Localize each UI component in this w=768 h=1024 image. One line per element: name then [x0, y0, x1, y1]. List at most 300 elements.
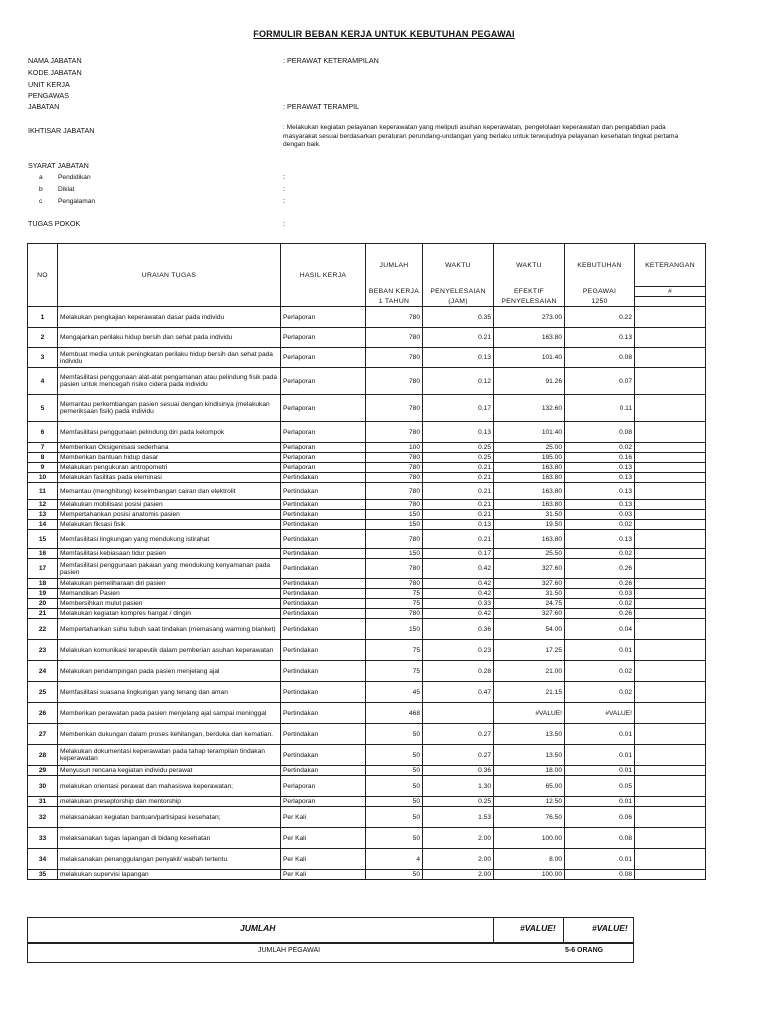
row-uraian: Melakukan mobilisasi posisi pasien [58, 500, 281, 510]
table-row [28, 473, 706, 483]
table-row [28, 766, 706, 776]
header-penyelesaian-2: PENYELESAIAN [494, 297, 565, 307]
jumlah-kebutuhan: #VALUE! [592, 923, 628, 933]
row-hasil: Pertindakan [281, 483, 366, 500]
row-keterangan [635, 640, 706, 661]
header-efektif: EFEKTIF [494, 287, 565, 297]
table-row [28, 530, 706, 549]
row-no: 20 [28, 599, 58, 609]
row-jumlah: 100 [366, 443, 423, 453]
row-keterangan [635, 307, 706, 328]
row-efektif: 21.15 [494, 682, 565, 703]
row-efektif: 101.40 [494, 422, 565, 443]
row-waktu: 0.21 [423, 530, 494, 549]
syarat-diklat-value: : [283, 184, 285, 193]
row-hasil: Perlaporan [281, 368, 366, 395]
row-waktu: 0.21 [423, 500, 494, 510]
row-kebutuhan: 0.01 [565, 766, 635, 776]
row-kebutuhan: 0.26 [565, 579, 635, 589]
row-hasil: Perlaporan [281, 797, 366, 807]
row-hasil: Pertindakan [281, 609, 366, 619]
table-row [28, 559, 706, 579]
row-uraian: melakukan orientasi perawat dan mahasiswa keperawatan; [58, 776, 281, 797]
row-uraian: Memberikan dukungan dalam proses kehilangan, berduka dan kematian. [58, 724, 281, 745]
header-penyelesaian: PENYELESAIAN [423, 287, 494, 297]
row-no: 7 [28, 443, 58, 453]
row-kebutuhan: 0.13 [565, 500, 635, 510]
row-efektif: 327.60 [494, 609, 565, 619]
row-no: 30 [28, 776, 58, 797]
header-waktu-efektif: WAKTU [494, 244, 565, 287]
row-uraian: Melakukan pemeliharaan diri pasien [58, 579, 281, 589]
table-row [28, 500, 706, 510]
row-efektif: 100.00 [494, 870, 565, 880]
row-efektif: 31.50 [494, 510, 565, 520]
table-row [28, 463, 706, 473]
row-efektif: 54.00 [494, 619, 565, 640]
row-efektif: 25.50 [494, 549, 565, 559]
row-uraian: Mempertahankan posisi anatomis pasien [58, 510, 281, 520]
row-no: 2 [28, 328, 58, 348]
table-row [28, 453, 706, 463]
row-keterangan [635, 463, 706, 473]
row-waktu: 0.25 [423, 797, 494, 807]
row-hasil: Pertindakan [281, 579, 366, 589]
row-waktu: 0.47 [423, 682, 494, 703]
row-waktu: 0.13 [423, 422, 494, 443]
row-hasil: Pertindakan [281, 549, 366, 559]
row-hasil: Perlaporan [281, 422, 366, 443]
row-uraian: Memandikan Pasien [58, 589, 281, 599]
row-hasil: Pertindakan [281, 640, 366, 661]
header-pegawai: PEGAWAI [565, 287, 635, 297]
row-waktu: 1.30 [423, 776, 494, 797]
row-kebutuhan: 0.22 [565, 307, 635, 328]
row-kebutuhan: 0.02 [565, 520, 635, 530]
row-jumlah: 780 [366, 463, 423, 473]
row-kebutuhan: 0.01 [565, 745, 635, 766]
row-kebutuhan: 0.02 [565, 549, 635, 559]
row-kebutuhan: 0.13 [565, 328, 635, 348]
row-keterangan [635, 500, 706, 510]
row-uraian: Melakukan kegiatan kompres hangat / dingin [58, 609, 281, 619]
row-jumlah: 780 [366, 307, 423, 328]
row-no: 21 [28, 609, 58, 619]
row-keterangan [635, 828, 706, 849]
row-no: 3 [28, 348, 58, 368]
row-kebutuhan: 0.13 [565, 530, 635, 549]
row-kebutuhan: 0.04 [565, 619, 635, 640]
row-keterangan [635, 797, 706, 807]
row-no: 11 [28, 483, 58, 500]
row-no: 9 [28, 463, 58, 473]
syarat-pendidikan-value: : [283, 172, 285, 181]
row-jumlah: 780 [366, 453, 423, 463]
row-jumlah: 50 [366, 797, 423, 807]
row-no: 22 [28, 619, 58, 640]
row-jumlah: 150 [366, 510, 423, 520]
row-keterangan [635, 619, 706, 640]
header-beban-kerja: BEBAN KERJA [366, 287, 423, 297]
row-jumlah: 50 [366, 870, 423, 880]
row-uraian: Memberikan bantuan hidup dasar [58, 453, 281, 463]
row-uraian: Memfasilitasi penggunaan pelindung diri pada kelompok [58, 422, 281, 443]
row-uraian: Melakukan pengukuran antropometri [58, 463, 281, 473]
row-efektif: #VALUE! [494, 703, 565, 724]
row-efektif: 163.80 [494, 483, 565, 500]
row-waktu: 0.17 [423, 549, 494, 559]
row-efektif: 13.50 [494, 724, 565, 745]
row-uraian: Membersihkan mulut pasien [58, 599, 281, 609]
table-body [28, 307, 706, 880]
row-uraian: Memberikan Oksigenisasi sederhana [58, 443, 281, 453]
row-hasil: Perlaporan [281, 307, 366, 328]
row-waktu: 0.21 [423, 483, 494, 500]
row-keterangan [635, 549, 706, 559]
row-no: 33 [28, 828, 58, 849]
syarat-pengalaman: Pengalaman [58, 198, 96, 205]
row-uraian: Menyusun rencana kegiatan individu perawat [58, 766, 281, 776]
header-uraian-tugas: URAIAN TUGAS [58, 244, 281, 307]
row-waktu: 0.33 [423, 599, 494, 609]
table-row [28, 599, 706, 609]
row-no: 32 [28, 807, 58, 828]
row-waktu: 0.23 [423, 640, 494, 661]
row-waktu: 2.00 [423, 849, 494, 870]
table-row [28, 797, 706, 807]
row-no: 28 [28, 745, 58, 766]
row-hasil: Perlaporan [281, 348, 366, 368]
syarat-pengalaman-value: : [283, 196, 285, 205]
label-kode-jabatan: KODE JABATAN [28, 68, 82, 77]
row-efektif: 76.50 [494, 807, 565, 828]
row-hasil: Pertindakan [281, 473, 366, 483]
syarat-letter-a: a [39, 174, 43, 181]
row-efektif: 91.26 [494, 368, 565, 395]
row-kebutuhan: 0.13 [565, 483, 635, 500]
row-jumlah: 4 [366, 849, 423, 870]
row-efektif: 21.00 [494, 661, 565, 682]
jumlah-pegawai-value: 5-6 ORANG [565, 947, 604, 954]
row-no: 29 [28, 766, 58, 776]
header-hasil-kerja: HASIL KERJA [281, 244, 366, 307]
row-waktu: 0.17 [423, 395, 494, 422]
row-hasil: Pertindakan [281, 589, 366, 599]
value-tugas-pokok: : [283, 219, 285, 228]
row-hasil: Perlaporan [281, 776, 366, 797]
row-waktu: 0.21 [423, 473, 494, 483]
row-keterangan [635, 870, 706, 880]
row-no: 18 [28, 579, 58, 589]
table-row [28, 849, 706, 870]
value-ikhtisar: : Melakukan kegiatan pelayanan keperawatan yang meliputi asuhan keperawatan, pengelolaan keperawatan dan pengabdian pada masyarakat sesuai berdasarkan peraturan perundang-undangan yang berlaku untuk terwujudnya pelayanan kesehatan tingkat pertama dengan baik. [283, 124, 679, 148]
row-jumlah: 150 [366, 520, 423, 530]
table-row [28, 348, 706, 368]
row-no: 17 [28, 559, 58, 579]
row-hasil: Perlaporan [281, 443, 366, 453]
header-blank [635, 297, 706, 307]
row-jumlah: 780 [366, 559, 423, 579]
table-row [28, 422, 706, 443]
table-row [28, 661, 706, 682]
row-jumlah: 780 [366, 395, 423, 422]
row-hasil: Pertindakan [281, 766, 366, 776]
header-jumlah: JUMLAH [366, 244, 423, 287]
workload-table [27, 243, 706, 880]
row-hasil: Perlaporan [281, 328, 366, 348]
row-waktu: 0.42 [423, 559, 494, 579]
row-uraian: Memfasilitasi penggunaan alat-alat pengamanan atau pelindung fisik pada pasien untuk mencegah risiko cidera pada individu [58, 368, 281, 395]
row-efektif: 13.50 [494, 745, 565, 766]
row-keterangan [635, 328, 706, 348]
row-keterangan [635, 510, 706, 520]
row-uraian: Membuat media untuk peningkatan perilaku hidup bersih dan sehat pada individu [58, 348, 281, 368]
row-waktu: 0.21 [423, 328, 494, 348]
row-uraian: Melakukan fiksasi fisik [58, 520, 281, 530]
row-no: 8 [28, 453, 58, 463]
label-ikhtisar: IKHTISAR JABATAN [28, 126, 95, 135]
row-hasil: Pertindakan [281, 661, 366, 682]
row-jumlah: 780 [366, 348, 423, 368]
table-row [28, 549, 706, 559]
header-waktu: WAKTU [423, 244, 494, 287]
row-hasil: Pertindakan [281, 530, 366, 549]
row-keterangan [635, 422, 706, 443]
row-hasil: Pertindakan [281, 703, 366, 724]
row-kebutuhan: 0.01 [565, 849, 635, 870]
table-row [28, 307, 706, 328]
label-syarat-jabatan: SYARAT JABATAN [28, 161, 89, 170]
row-uraian: Memantau (menghitung) keseimbangan cairan dan elektrolit [58, 483, 281, 500]
table-row [28, 828, 706, 849]
row-keterangan [635, 368, 706, 395]
row-waktu: 0.28 [423, 661, 494, 682]
row-efektif: 31.50 [494, 589, 565, 599]
row-uraian: Melakukan dokumentasi keperawatan pada tahap terampilan tindakan keperawatan [58, 745, 281, 766]
row-jumlah: 50 [366, 828, 423, 849]
row-waktu: 0.25 [423, 453, 494, 463]
row-kebutuhan: 0.01 [565, 797, 635, 807]
table-row [28, 619, 706, 640]
row-no: 23 [28, 640, 58, 661]
row-keterangan [635, 599, 706, 609]
table-row [28, 745, 706, 766]
row-efektif: 8.00 [494, 849, 565, 870]
table-row [28, 443, 706, 453]
syarat-pendidikan: Pendidikan [58, 174, 91, 181]
row-kebutuhan: 0.08 [565, 348, 635, 368]
row-kebutuhan: 0.02 [565, 599, 635, 609]
row-uraian: melakukan supervisi lapangan [58, 870, 281, 880]
row-kebutuhan: 0.13 [565, 463, 635, 473]
row-kebutuhan: 0.01 [565, 724, 635, 745]
row-kebutuhan: 0.08 [565, 828, 635, 849]
row-jumlah: 50 [366, 745, 423, 766]
row-jumlah: 780 [366, 609, 423, 619]
row-keterangan [635, 520, 706, 530]
row-kebutuhan: 0.11 [565, 395, 635, 422]
row-waktu: 0.27 [423, 724, 494, 745]
row-uraian: Memfasilitasi lingkungan yang mendukung istirahat [58, 530, 281, 549]
jumlah-efektif: #VALUE! [520, 923, 556, 933]
row-keterangan [635, 453, 706, 463]
row-kebutuhan: 0.05 [565, 776, 635, 797]
row-no: 4 [28, 368, 58, 395]
row-uraian: Memfasilitasi suasana lingkungan yang tenang dan aman [58, 682, 281, 703]
row-no: 13 [28, 510, 58, 520]
row-kebutuhan: 0.03 [565, 510, 635, 520]
row-hasil: Pertindakan [281, 520, 366, 530]
row-keterangan [635, 559, 706, 579]
row-keterangan [635, 745, 706, 766]
row-no: 24 [28, 661, 58, 682]
row-waktu: 0.42 [423, 589, 494, 599]
row-hasil: Pertindakan [281, 510, 366, 520]
row-jumlah: 75 [366, 599, 423, 609]
row-keterangan [635, 395, 706, 422]
row-jumlah: 50 [366, 807, 423, 828]
row-no: 12 [28, 500, 58, 510]
row-waktu: 0.21 [423, 463, 494, 473]
header-jam: (JAM) [423, 297, 494, 307]
row-jumlah: 468 [366, 703, 423, 724]
row-efektif: 18.00 [494, 766, 565, 776]
value-nama-jabatan: : PERAWAT KETERAMPILAN [283, 56, 379, 65]
row-keterangan [635, 724, 706, 745]
row-keterangan [635, 473, 706, 483]
row-jumlah: 780 [366, 473, 423, 483]
row-hasil: Pertindakan [281, 619, 366, 640]
row-kebutuhan: 0.07 [565, 368, 635, 395]
value-jabatan: : PERAWAT TERAMPIL [283, 102, 360, 111]
row-kebutuhan: 0.08 [565, 870, 635, 880]
row-uraian: melakukan preseptorship dan mentorship [58, 797, 281, 807]
row-keterangan [635, 776, 706, 797]
row-efektif: 163.80 [494, 530, 565, 549]
row-efektif: 132.60 [494, 395, 565, 422]
label-tugas-pokok: TUGAS POKOK [28, 219, 81, 228]
table-row [28, 510, 706, 520]
row-kebutuhan: 0.13 [565, 473, 635, 483]
row-no: 6 [28, 422, 58, 443]
row-jumlah: 45 [366, 682, 423, 703]
row-keterangan [635, 682, 706, 703]
row-kebutuhan: 0.08 [565, 422, 635, 443]
row-uraian: Memberikan perawatan pada pasien menjelang ajal sampai meninggal [58, 703, 281, 724]
row-jumlah: 75 [366, 589, 423, 599]
row-uraian: Memfasilitasi kebiasaan tidur pasien [58, 549, 281, 559]
header-keterangan: KETERANGAN [635, 244, 706, 287]
row-waktu: 0.13 [423, 520, 494, 530]
row-keterangan [635, 579, 706, 589]
label-jabatan: JABATAN [28, 102, 60, 111]
label-unit-kerja: UNIT KERJA [28, 80, 70, 89]
row-no: 10 [28, 473, 58, 483]
row-waktu: 0.27 [423, 745, 494, 766]
row-waktu: 0.12 [423, 368, 494, 395]
row-uraian: Mengajarkan perilaku hidup bersih dan sehat pada individu [58, 328, 281, 348]
row-keterangan [635, 609, 706, 619]
row-uraian: Melakukan pengkajian keperawatan dasar pada individu [58, 307, 281, 328]
row-kebutuhan: 0.01 [565, 640, 635, 661]
syarat-diklat: Diklat [58, 186, 75, 193]
row-hasil: Perlaporan [281, 463, 366, 473]
row-waktu: 0.36 [423, 766, 494, 776]
row-no: 19 [28, 589, 58, 599]
row-no: 16 [28, 549, 58, 559]
table-row [28, 703, 706, 724]
row-uraian: Mempertahankan suhu tubuh saat tindakan (memasang warming blanket) [58, 619, 281, 640]
label-pengawas: PENGAWAS [28, 91, 70, 100]
row-efektif: 163.80 [494, 328, 565, 348]
table-row [28, 682, 706, 703]
row-efektif: 273.00 [494, 307, 565, 328]
row-hasil: Pertindakan [281, 724, 366, 745]
row-efektif: 24.75 [494, 599, 565, 609]
row-efektif: 163.80 [494, 500, 565, 510]
row-keterangan [635, 807, 706, 828]
row-keterangan [635, 661, 706, 682]
row-waktu: 0.42 [423, 579, 494, 589]
row-no: 15 [28, 530, 58, 549]
row-keterangan [635, 849, 706, 870]
row-hasil: Per Kali [281, 849, 366, 870]
row-jumlah: 50 [366, 766, 423, 776]
table-row [28, 609, 706, 619]
row-efektif: 17.25 [494, 640, 565, 661]
table-row [28, 579, 706, 589]
row-jumlah: 50 [366, 776, 423, 797]
row-jumlah: 780 [366, 368, 423, 395]
row-waktu: 0.35 [423, 307, 494, 328]
row-hasil: Pertindakan [281, 559, 366, 579]
row-kebutuhan: 0.02 [565, 682, 635, 703]
form-title: FORMULIR BEBAN KERJA UNTUK KEBUTUHAN PEGAWAI [253, 29, 515, 39]
row-efektif: 327.60 [494, 579, 565, 589]
row-kebutuhan: 0.06 [565, 807, 635, 828]
row-hasil: Pertindakan [281, 682, 366, 703]
row-uraian: Melakukan fasilitas pada eleminasi [58, 473, 281, 483]
row-uraian: melaksanakan kegiatan bantuan/partisipasi kesehatan; [58, 807, 281, 828]
row-hasil: Pertindakan [281, 500, 366, 510]
row-jumlah: 75 [366, 640, 423, 661]
row-uraian: Memfasilitasi penggunaan pakaian yang mendukung kenyamanan pada pasien [58, 559, 281, 579]
table-row [28, 640, 706, 661]
row-waktu: 2.00 [423, 828, 494, 849]
row-kebutuhan: 0.02 [565, 661, 635, 682]
row-no: 25 [28, 682, 58, 703]
table-row [28, 395, 706, 422]
row-jumlah: 75 [366, 661, 423, 682]
row-kebutuhan: 0.03 [565, 589, 635, 599]
row-efektif: 195.00 [494, 453, 565, 463]
header-pegawai-value: 1250 [565, 297, 635, 307]
row-no: 31 [28, 797, 58, 807]
row-waktu: 0.25 [423, 443, 494, 453]
row-keterangan [635, 766, 706, 776]
row-waktu: 0.21 [423, 510, 494, 520]
table-row [28, 483, 706, 500]
row-no: 26 [28, 703, 58, 724]
row-hasil: Per Kali [281, 870, 366, 880]
row-jumlah: 780 [366, 500, 423, 510]
row-efektif: 25.00 [494, 443, 565, 453]
jumlah-pegawai-row [27, 943, 634, 963]
row-keterangan [635, 483, 706, 500]
row-kebutuhan: 0.02 [565, 443, 635, 453]
row-efektif: 12.50 [494, 797, 565, 807]
table-row [28, 807, 706, 828]
